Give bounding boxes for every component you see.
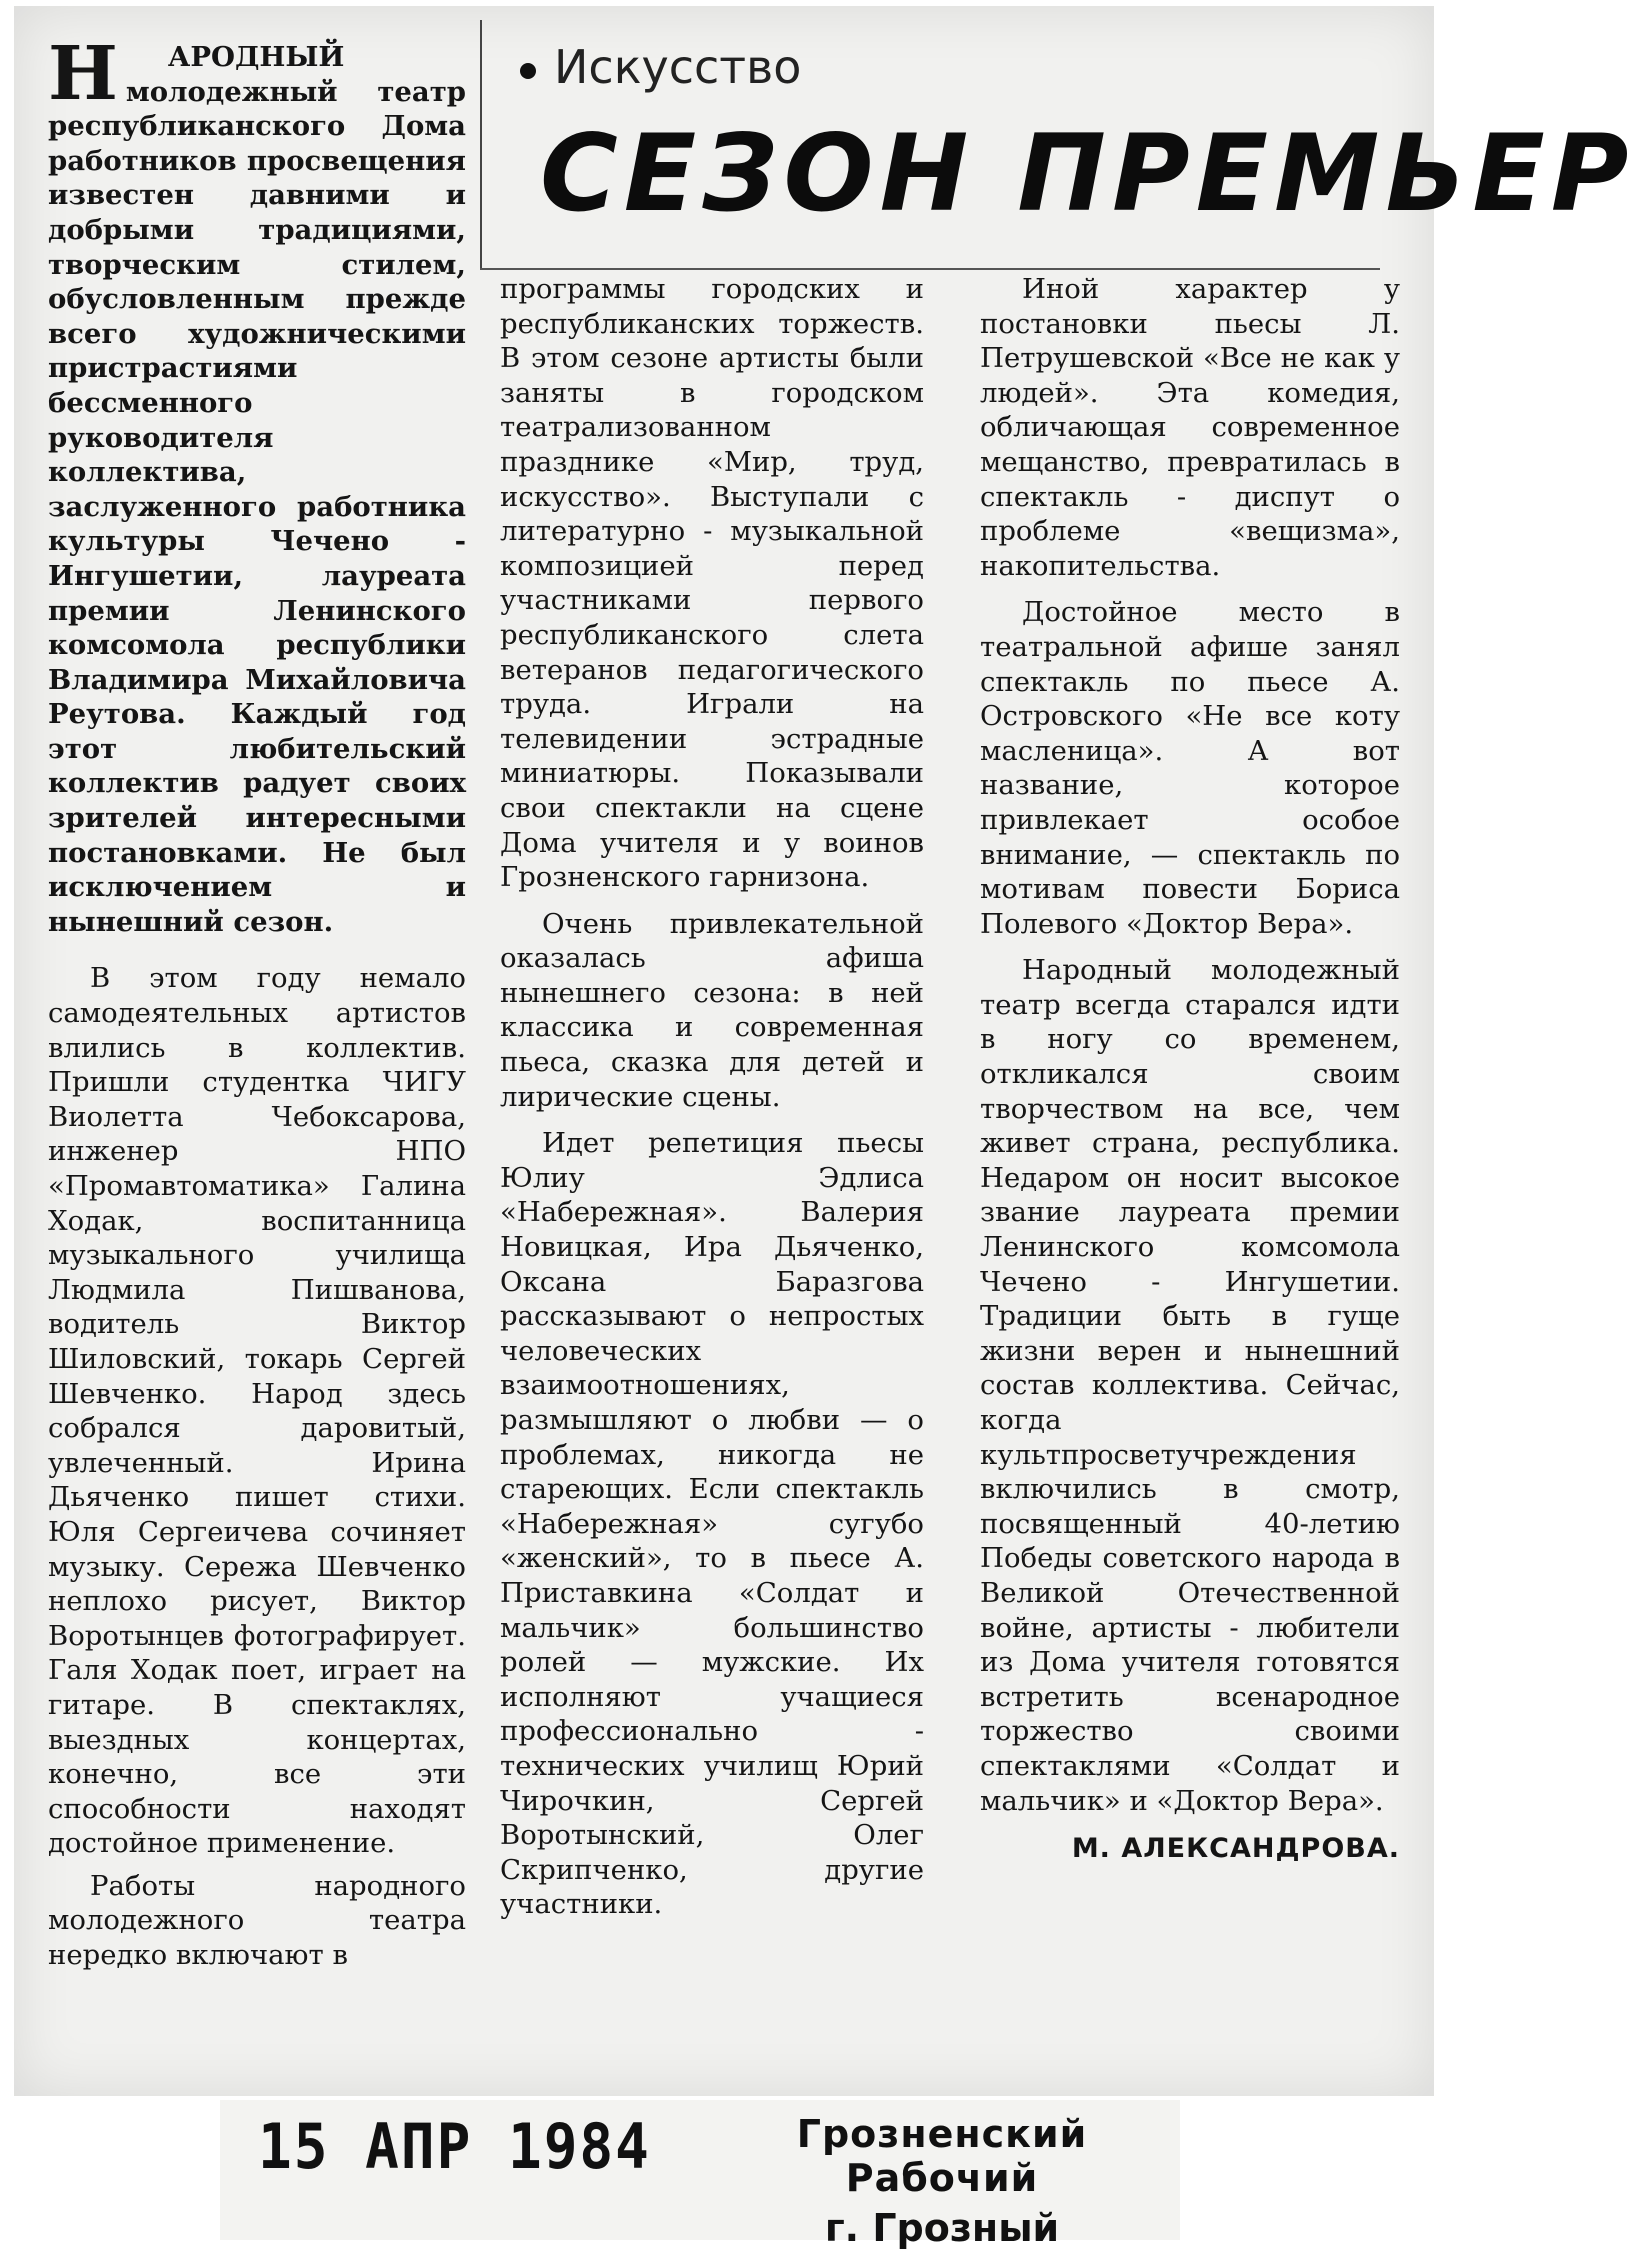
date-stamp: 15 АПР 1984 [258, 2111, 651, 2184]
drop-cap: Н [48, 31, 118, 117]
article-column-1 [48, 31, 466, 1973]
paragraph: Идет репетиция пьесы Юлиу Эдлиса «Набережная». Валерия Новицкая, Ира Дьяченко, Оксана Баразгова рассказывают о непростых человеческих взаимоотношениях, размышляют о любви — о проблемах, никогда не стареющих. Если спектакль «Набережная» сугубо «женский», то в пьесе А. Приставкина «Солдат и мальчик» большинство ролей — мужские. Их исполняют учащиеся профессионально - технических училищ Юрий Чирочкин, Сергей Воротынский, Олег Скрипченко, другие участники. [500, 1127, 924, 1921]
lead-text: АРОДНЫЙ молодежный театр республиканского Дома работников просвещения известен давними и добрыми традициями, творческим стилем, обусловленным прежде всего художническими пристрастиями бессменного руководителя коллектива, заслуженного работника культуры Чечено - Ингушетии, лауреата премии Ленинского комсомола республики Владимира Михайловича Реутова. Каждый год этот любительский коллектив радует своих зрителей интересными постановками. Не был исключением и нынешний сезон. [48, 41, 466, 938]
newspaper-name: Грозненский Рабочий [796, 2112, 1088, 2200]
paragraph: Работы народного молодежного театра нередко включают в [48, 1869, 466, 1972]
paragraph: В этом году немало самодеятельных артистов влились в коллектив. Пришли студентка ЧИГУ Виолетта Чебоксарова, инженер НПО «Промавтоматика» Галина Ходак, воспитанница музыкального училища Людмила Пишванова, водитель Виктор Шиловский, токарь Сергей Шевченко. Народ здесь собрался даровитый, увлеченный. Ирина Дьяченко пишет стихи. Юля Сергеичева сочиняет музыку. Сережа Шевченко неплохо рисует, Виктор Воротынцев фотографирует. Галя Ходак поет, играет на гитаре. В спектаклях, выездных концертах, конечно, все эти способности находят достойное применение. [48, 962, 466, 1860]
headline: СЕЗОН ПРЕМЬЕР [540, 112, 1634, 235]
lead-paragraph [48, 31, 466, 939]
rubric-label: Искусство [554, 40, 802, 94]
column-rule [480, 20, 482, 270]
newspaper-city: г. Грозный [824, 2206, 1060, 2250]
article-column-3 [980, 272, 1400, 1867]
author-signature: М. АЛЕКСАНДРОВА. [1071, 1833, 1400, 1865]
paragraph: Очень привлекательной оказалась афиша нынешнего сезона: в ней классика и современная пьеса, сказка для детей и лирические сцены. [500, 907, 924, 1113]
source-stamp [712, 2112, 1172, 2250]
headline-rule [480, 268, 1380, 270]
paragraph: Народный молодежный театр всегда старался идти в ногу со временем, откликался своим творчеством на все, чем живет страна, республика. Недаром он носит высокое звание лауреата премии Ленинского комсомола Чечено - Ингушетии. Традиции быть в гуще жизни верен и нынешний состав коллектива. Сейчас, когда культпросветучреждения включились в смотр, посвященный 40-летию Победы советского народа в Великой Отечественной войне, артисты - любители из Дома учителя готовятся встретить всенародное торжество своими спектаклями «Солдат и мальчик» и «Доктор Вера». [980, 954, 1400, 1817]
bullet-icon [520, 63, 536, 79]
paragraph: Достойное место в театральной афише занял спектакль по пьесе А. Островского «Не все коту масленица». А вот название, которое привлекает особое внимание, — спектакль по мотивам повести Бориса Полевого «Доктор Вера». [980, 596, 1400, 940]
article-column-2 [500, 272, 924, 1922]
paragraph: Иной характер у постановки пьесы Л. Петрушевской «Все не как у людей». Эта комедия, обличающая современное мещанство, превратилась в спектакль - диспут о проблеме «вещизма», накопительства. [980, 273, 1400, 582]
paragraph: программы городских и республиканских торжеств. В этом сезоне артисты были заняты в городском театрализованном празднике «Мир, труд, искусство». Выступали с литературно - музыкальной композицией перед участниками первого республиканского слета ветеранов педагогического труда. Играли на телевидении эстрадные миниатюры. Показывали свои спектакли на сцене Дома учителя и у воинов Грозненского гарнизона. [500, 273, 924, 894]
rubric [520, 40, 801, 94]
